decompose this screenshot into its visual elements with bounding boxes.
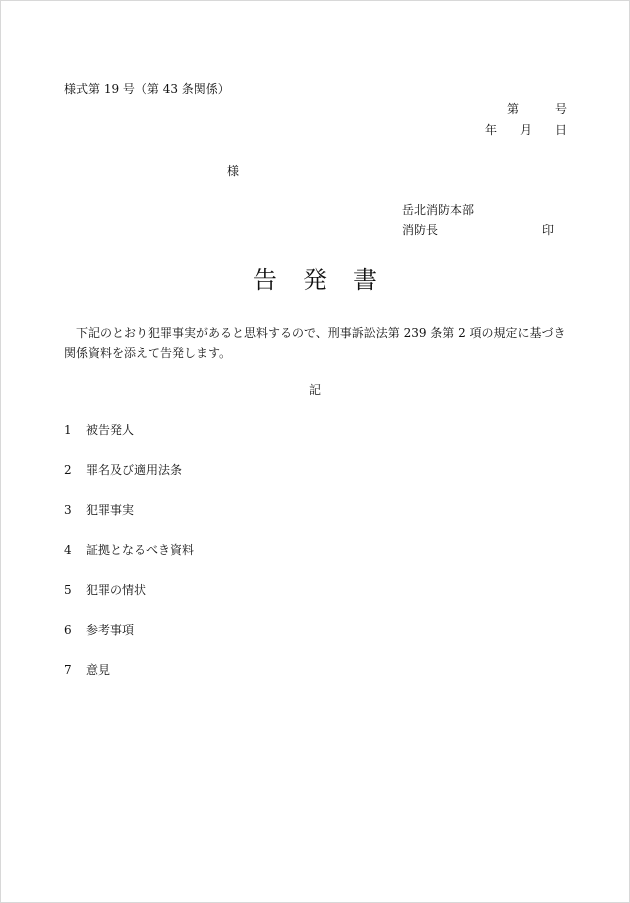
date-year: 年 (485, 123, 498, 137)
item-label: 証拠となるべき資料 (86, 543, 195, 557)
item-label: 被告発人 (86, 423, 135, 437)
ki-heading: 記 (308, 383, 321, 397)
date-month: 月 (519, 123, 532, 137)
item-label: 犯罪事実 (86, 503, 135, 517)
form-number: 様式第 19 号（第 43 条関係） (64, 82, 230, 96)
list-item (64, 463, 194, 503)
list-item (64, 623, 194, 663)
ref-go: 号 (554, 102, 567, 116)
list-item (64, 423, 194, 463)
title-char: 告 (252, 266, 277, 294)
list-item (64, 503, 194, 543)
item-number: 7 (64, 663, 72, 677)
item-number: 2 (64, 463, 72, 477)
item-label: 罪名及び適用法条 (86, 463, 183, 477)
list-item (64, 583, 194, 623)
item-list (64, 423, 194, 703)
list-item (64, 543, 194, 583)
item-label: 犯罪の情状 (86, 583, 147, 597)
item-number: 4 (64, 543, 72, 557)
sender-title-line (402, 223, 554, 237)
seal-mark: 印 (541, 223, 554, 237)
body-paragraph: 下記のとおり犯罪事実があると思料するので、刑事訴訟法第 239 条第 2 項の規定に基づき関係資料を添えて告発します。 (64, 326, 566, 360)
item-label: 参考事項 (86, 623, 135, 637)
date-day: 日 (554, 123, 567, 137)
sender-title: 消防長 (402, 223, 439, 237)
item-number: 3 (64, 503, 72, 517)
item-number: 1 (64, 423, 72, 437)
item-label: 意見 (86, 663, 111, 677)
title-char: 発 (302, 266, 328, 294)
list-item (64, 663, 194, 703)
date-line (485, 123, 567, 137)
reference-number (507, 102, 567, 116)
ref-dai: 第 (507, 102, 520, 116)
addressee-honorific: 様 (227, 164, 240, 178)
item-number: 6 (64, 623, 72, 637)
title-char: 書 (353, 266, 378, 294)
document-title (1, 265, 629, 295)
sender-organization: 岳北消防本部 (402, 203, 475, 217)
item-number: 5 (64, 583, 72, 597)
